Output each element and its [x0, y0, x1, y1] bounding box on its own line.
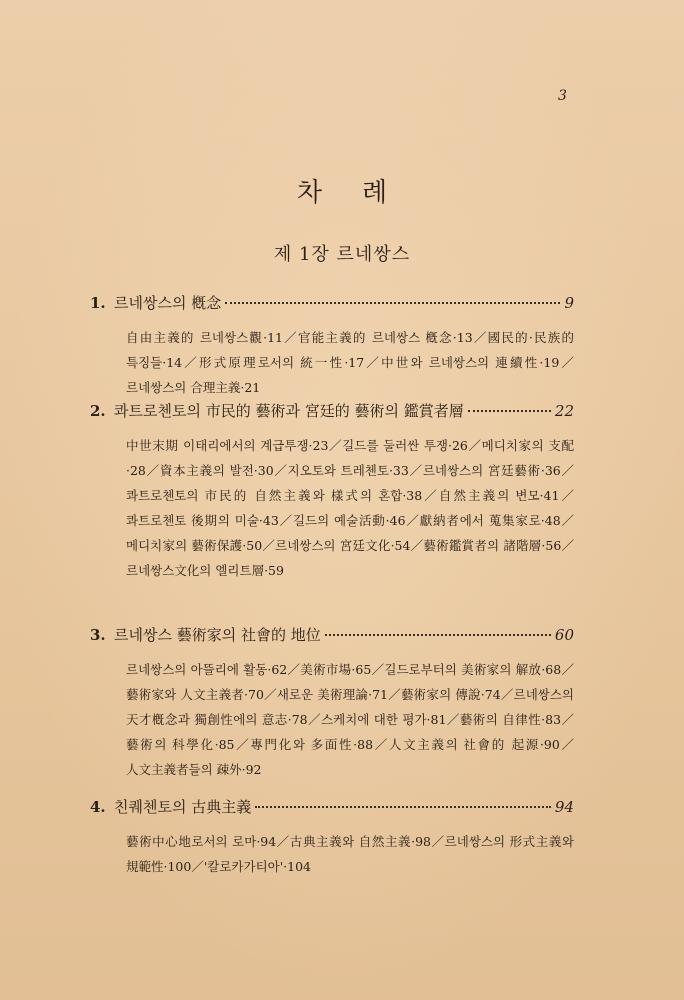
toc-title: 차례 — [296, 178, 428, 208]
toc-section-2 — [90, 400, 574, 583]
section-page: 22 — [554, 402, 574, 420]
section-title: 콰트로첸토의 市民的 藝術과 宮廷的 藝術의 鑑賞者層 — [114, 402, 464, 420]
section-number: 1. — [90, 294, 106, 312]
dot-leader — [325, 634, 551, 636]
toc-section-3 — [90, 624, 574, 782]
toc-entry — [90, 624, 574, 645]
toc-entry — [90, 292, 574, 313]
section-details: 中世末期 이태리에서의 계급투쟁·23／길드를 둘러싼 투쟁·26／메디치家의 支配·28／資本主義의 발전·30／지오토와 트레첸토·33／르네쌍스의 宮廷藝術·36／콰트로첸토의 市民的 自然主義와 樣式의 혼합·38／自然主義의 변모·41／콰트로첸토 後期의 미술·43／길드의 예술活動·46／獻納者에서 蒐集家로·48／메디치家의 藝術保護·50／르네쌍스의 宮廷文化·54／藝術鑑賞者의 諸階層·56／르네쌍스文化의 엘리트層·59 — [126, 438, 574, 578]
dot-leader — [225, 302, 560, 304]
section-number: 2. — [90, 402, 106, 420]
section-title: 르네쌍스 藝術家의 社會的 地位 — [114, 626, 321, 644]
page-number: 3 — [558, 88, 567, 104]
toc-section-4 — [90, 796, 574, 879]
section-details: 自由主義的 르네쌍스觀·11／官能主義的 르네쌍스 槪念·13／國民的·民族的 특징들·14／形式原理로서의 統一性·17／中世와 르네쌍스의 連續性·19／르네쌍스의 合理主義·21 — [126, 330, 574, 395]
toc-entry — [90, 796, 574, 817]
section-title: 친퀘첸토의 古典主義 — [114, 798, 252, 816]
toc-section-1 — [90, 292, 574, 400]
toc-entry — [90, 400, 574, 421]
section-page: 94 — [554, 798, 574, 816]
section-number: 3. — [90, 626, 106, 644]
section-title: 르네쌍스의 槪念 — [114, 294, 222, 312]
chapter-title: 제 1장 르네쌍스 — [273, 244, 411, 265]
section-page: 60 — [554, 626, 574, 644]
section-number: 4. — [90, 798, 106, 816]
dot-leader — [255, 806, 551, 808]
section-details: 르네쌍스의 아뜰리에 활동·62／美術市場·65／길드로부터의 美術家의 解放·68／藝術家와 人文主義者·70／새로운 美術理論·71／藝術家의 傳說·74／르네쌍스의 天才槪念과 獨創性에의 意志·78／스케치에 대한 평가·81／藝術의 自律性·83／藝術의 科學化·85／專門化와 多面性·88／人文主義의 社會的 起源·90／人文主義者들의 疎外·92 — [126, 662, 574, 777]
section-page: 9 — [564, 294, 574, 312]
section-details: 藝術中心地로서의 로마·94／古典主義와 自然主義·98／르네쌍스의 形式主義와 規範性·100／'칼로카가티아'·104 — [126, 834, 574, 874]
dot-leader — [468, 410, 551, 412]
